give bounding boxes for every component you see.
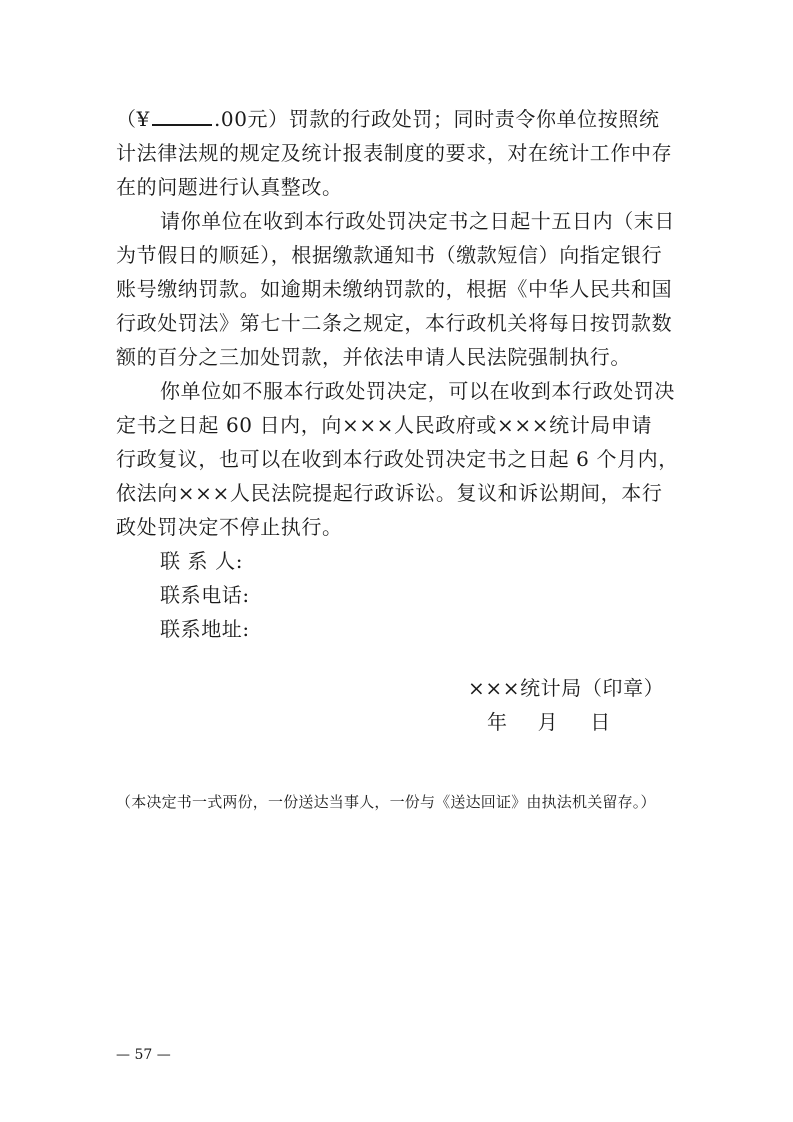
distribution-note: （本决定书一式两份，一份送达当事人，一份与《送达回证》由执法机关留存。） [116, 793, 656, 811]
date-day: 日 [590, 710, 611, 734]
para3-line1: 你单位如不服本行政处罚决定，可以在收到本行政处罚决 [160, 379, 675, 403]
para1-line3: 在的问题进行认真整改。 [116, 175, 343, 199]
para1-line1-suffix: .00元）罚款的行政处罚；同时责令你单位按照统 [213, 107, 660, 131]
signature-agency: ×××统计局（印章） [468, 676, 665, 700]
para2-line5: 额的百分之三加处罚款，并依法申请人民法院强制执行。 [116, 345, 631, 369]
date-year: 年 [487, 710, 508, 734]
para1-line2: 计法律法规的规定及统计报表制度的要求，对在统计工作中存 [116, 141, 673, 165]
para3-line4: 依法向×××人民法院提起行政诉讼。复议和诉讼期间，本行 [116, 481, 663, 505]
date-month: 月 [537, 710, 559, 734]
contact-person: 联 系 人: [160, 549, 244, 573]
contact-phone: 联系电话: [160, 583, 250, 607]
para2-line4: 行政处罚法》第七十二条之规定，本行政机关将每日按罚款数 [116, 311, 673, 335]
para3-line2: 定书之日起 60 日内，向×××人民政府或×××统计局申请 [116, 413, 653, 437]
fine-amount-blank [152, 106, 212, 126]
para3-line5: 政处罚决定不停止执行。 [116, 515, 343, 539]
para2-line3: 账号缴纳罚款。如逾期未缴纳罚款的，根据《中华人民共和国 [116, 277, 673, 301]
para1-line1-prefix: （¥ [116, 107, 150, 131]
para2-line2: 为节假日的顺延），根据缴款通知书（缴款短信）向指定银行 [116, 243, 663, 267]
para1-line1 [116, 103, 716, 135]
page-number: — 57 — [116, 1047, 171, 1063]
signature-date [487, 706, 611, 738]
para3-line3: 行政复议，也可以在收到本行政处罚决定书之日起 6 个月内， [116, 447, 679, 471]
contact-address: 联系地址: [160, 617, 250, 641]
para2-line1: 请你单位在收到本行政处罚决定书之日起十五日内（末日 [160, 209, 675, 233]
